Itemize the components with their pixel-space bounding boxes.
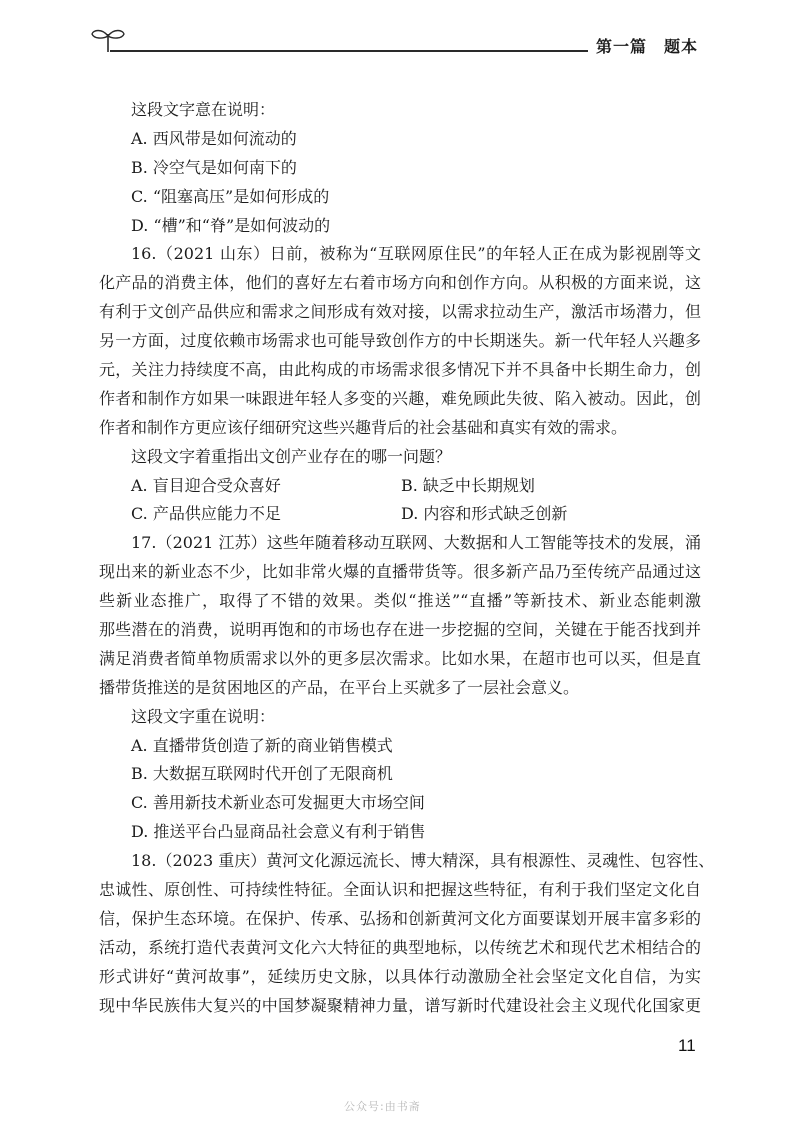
option-b: B. 冷空气是如何南下的 [131, 157, 297, 177]
option-b: B. 缺乏中长期规划 [401, 475, 535, 495]
footer-watermark: 公众号:由书斋 [344, 1100, 421, 1113]
option-c: C. “阻塞高压”是如何形成的 [131, 186, 330, 206]
option-b: B. 大数据互联网时代开创了无限商机 [131, 764, 393, 784]
options-row [99, 472, 701, 501]
q16-paragraph-line: 16.（2021 山东）日前，被称为“互联网原住民”的年轻人正在成为影视剧等文 [131, 244, 701, 264]
option-a: A. 直播带货创造了新的商业销售模式 [131, 735, 393, 755]
question-stem: 这段文字着重指出文创产业存在的哪一问题？ [131, 446, 452, 466]
question-stem: 这段文字意在说明： [131, 100, 276, 119]
q17-paragraph-line: 些新业态推广，取得了不错的效果。类似“推送”“直播”等新技术、新业态能刺激 [99, 591, 701, 611]
header-title: 第一篇 题本 [596, 37, 699, 56]
q16-paragraph-line: 化产品的消费主体，他们的喜好左右着市场方向和创作方向。从积极的方面来说，这 [99, 273, 701, 293]
q18-paragraph-line: 忠诚性、原创性、可持续性特征。全面认识和把握这些特征，有利于我们坚定文化自 [99, 880, 701, 900]
q18-paragraph-line: 信，保护生态环境。在保护、传承、弘扬和创新黄河文化方面要谋划开展丰富多彩的 [99, 908, 701, 928]
option-c: C. 产品供应能力不足 [131, 504, 281, 524]
options-row [99, 500, 701, 529]
header-rule [110, 50, 588, 52]
q17-paragraph-line: 那些潜在的消费，说明再饱和的市场也存在进一步挖掘的空间，关键在于能否找到并 [99, 620, 701, 640]
q17-paragraph-line: 满足消费者简单物质需求以外的更多层次需求。比如水果，在超市也可以买，但是直 [99, 648, 701, 668]
option-c: C. 善用新技术新业态可发掘更大市场空间 [131, 793, 425, 813]
question-stem: 这段文字重在说明： [131, 706, 276, 726]
option-d: D. “槽”和“脊”是如何波动的 [131, 215, 331, 235]
q18-paragraph-line: 活动，系统打造代表黄河文化六大特征的典型地标，以传统艺术和现代艺术相结合的 [99, 937, 701, 957]
q16-paragraph-line: 元，关注力持续度不高，由此构成的市场需求很多情况下并不具备中长期生命力，创 [99, 360, 701, 380]
q16-paragraph-line: 作者和制作方更应该仔细研究这些兴趣背后的社会基础和真实有效的需求。 [99, 417, 628, 437]
page-content [99, 96, 715, 1021]
q18-paragraph-line: 形式讲好“黄河故事”，延续历史文脉，以具体行动激励全社会坚定文化自信，为实 [99, 966, 701, 986]
option-a: A. 盲目迎合受众喜好 [131, 475, 281, 495]
q17-paragraph-line: 17.（2021 江苏）这些年随着移动互联网、大数据和人工智能等技术的发展，涌 [131, 533, 701, 553]
q18-paragraph-line: 18.（2023 重庆）黄河文化源远流长、博大精深，具有根源性、灵魂性、包容性、 [131, 851, 715, 871]
option-d: D. 内容和形式缺乏创新 [401, 504, 568, 524]
q18-paragraph-line: 现中华民族伟大复兴的中国梦凝聚精神力量，谱写新时代建设社会主义现代化国家更 [99, 995, 701, 1015]
q17-paragraph-line: 播带货推送的是贫困地区的产品，在平台上买就多了一层社会意义。 [99, 677, 580, 697]
q16-paragraph-line: 另一方面，过度依赖市场需求也可能导致创作方的中长期迷失。新一代年轻人兴趣多 [99, 331, 701, 351]
q16-paragraph-line: 有利于文创产品供应和需求之间形成有效对接，以需求拉动生产，激活市场潜力，但 [99, 302, 701, 322]
option-d: D. 推送平台凸显商品社会意义有利于销售 [131, 822, 426, 842]
option-a: A. 西风带是如何流动的 [131, 128, 297, 148]
q16-paragraph-line: 作者和制作方如果一味跟进年轻人多变的兴趣，难免顾此失彼、陷入被动。因此，创 [99, 388, 701, 408]
q17-paragraph-line: 现出来的新业态不少，比如非常火爆的直播带货等。很多新产品乃至传统产品通过这 [99, 562, 701, 582]
page-number: 11 [678, 1036, 696, 1055]
